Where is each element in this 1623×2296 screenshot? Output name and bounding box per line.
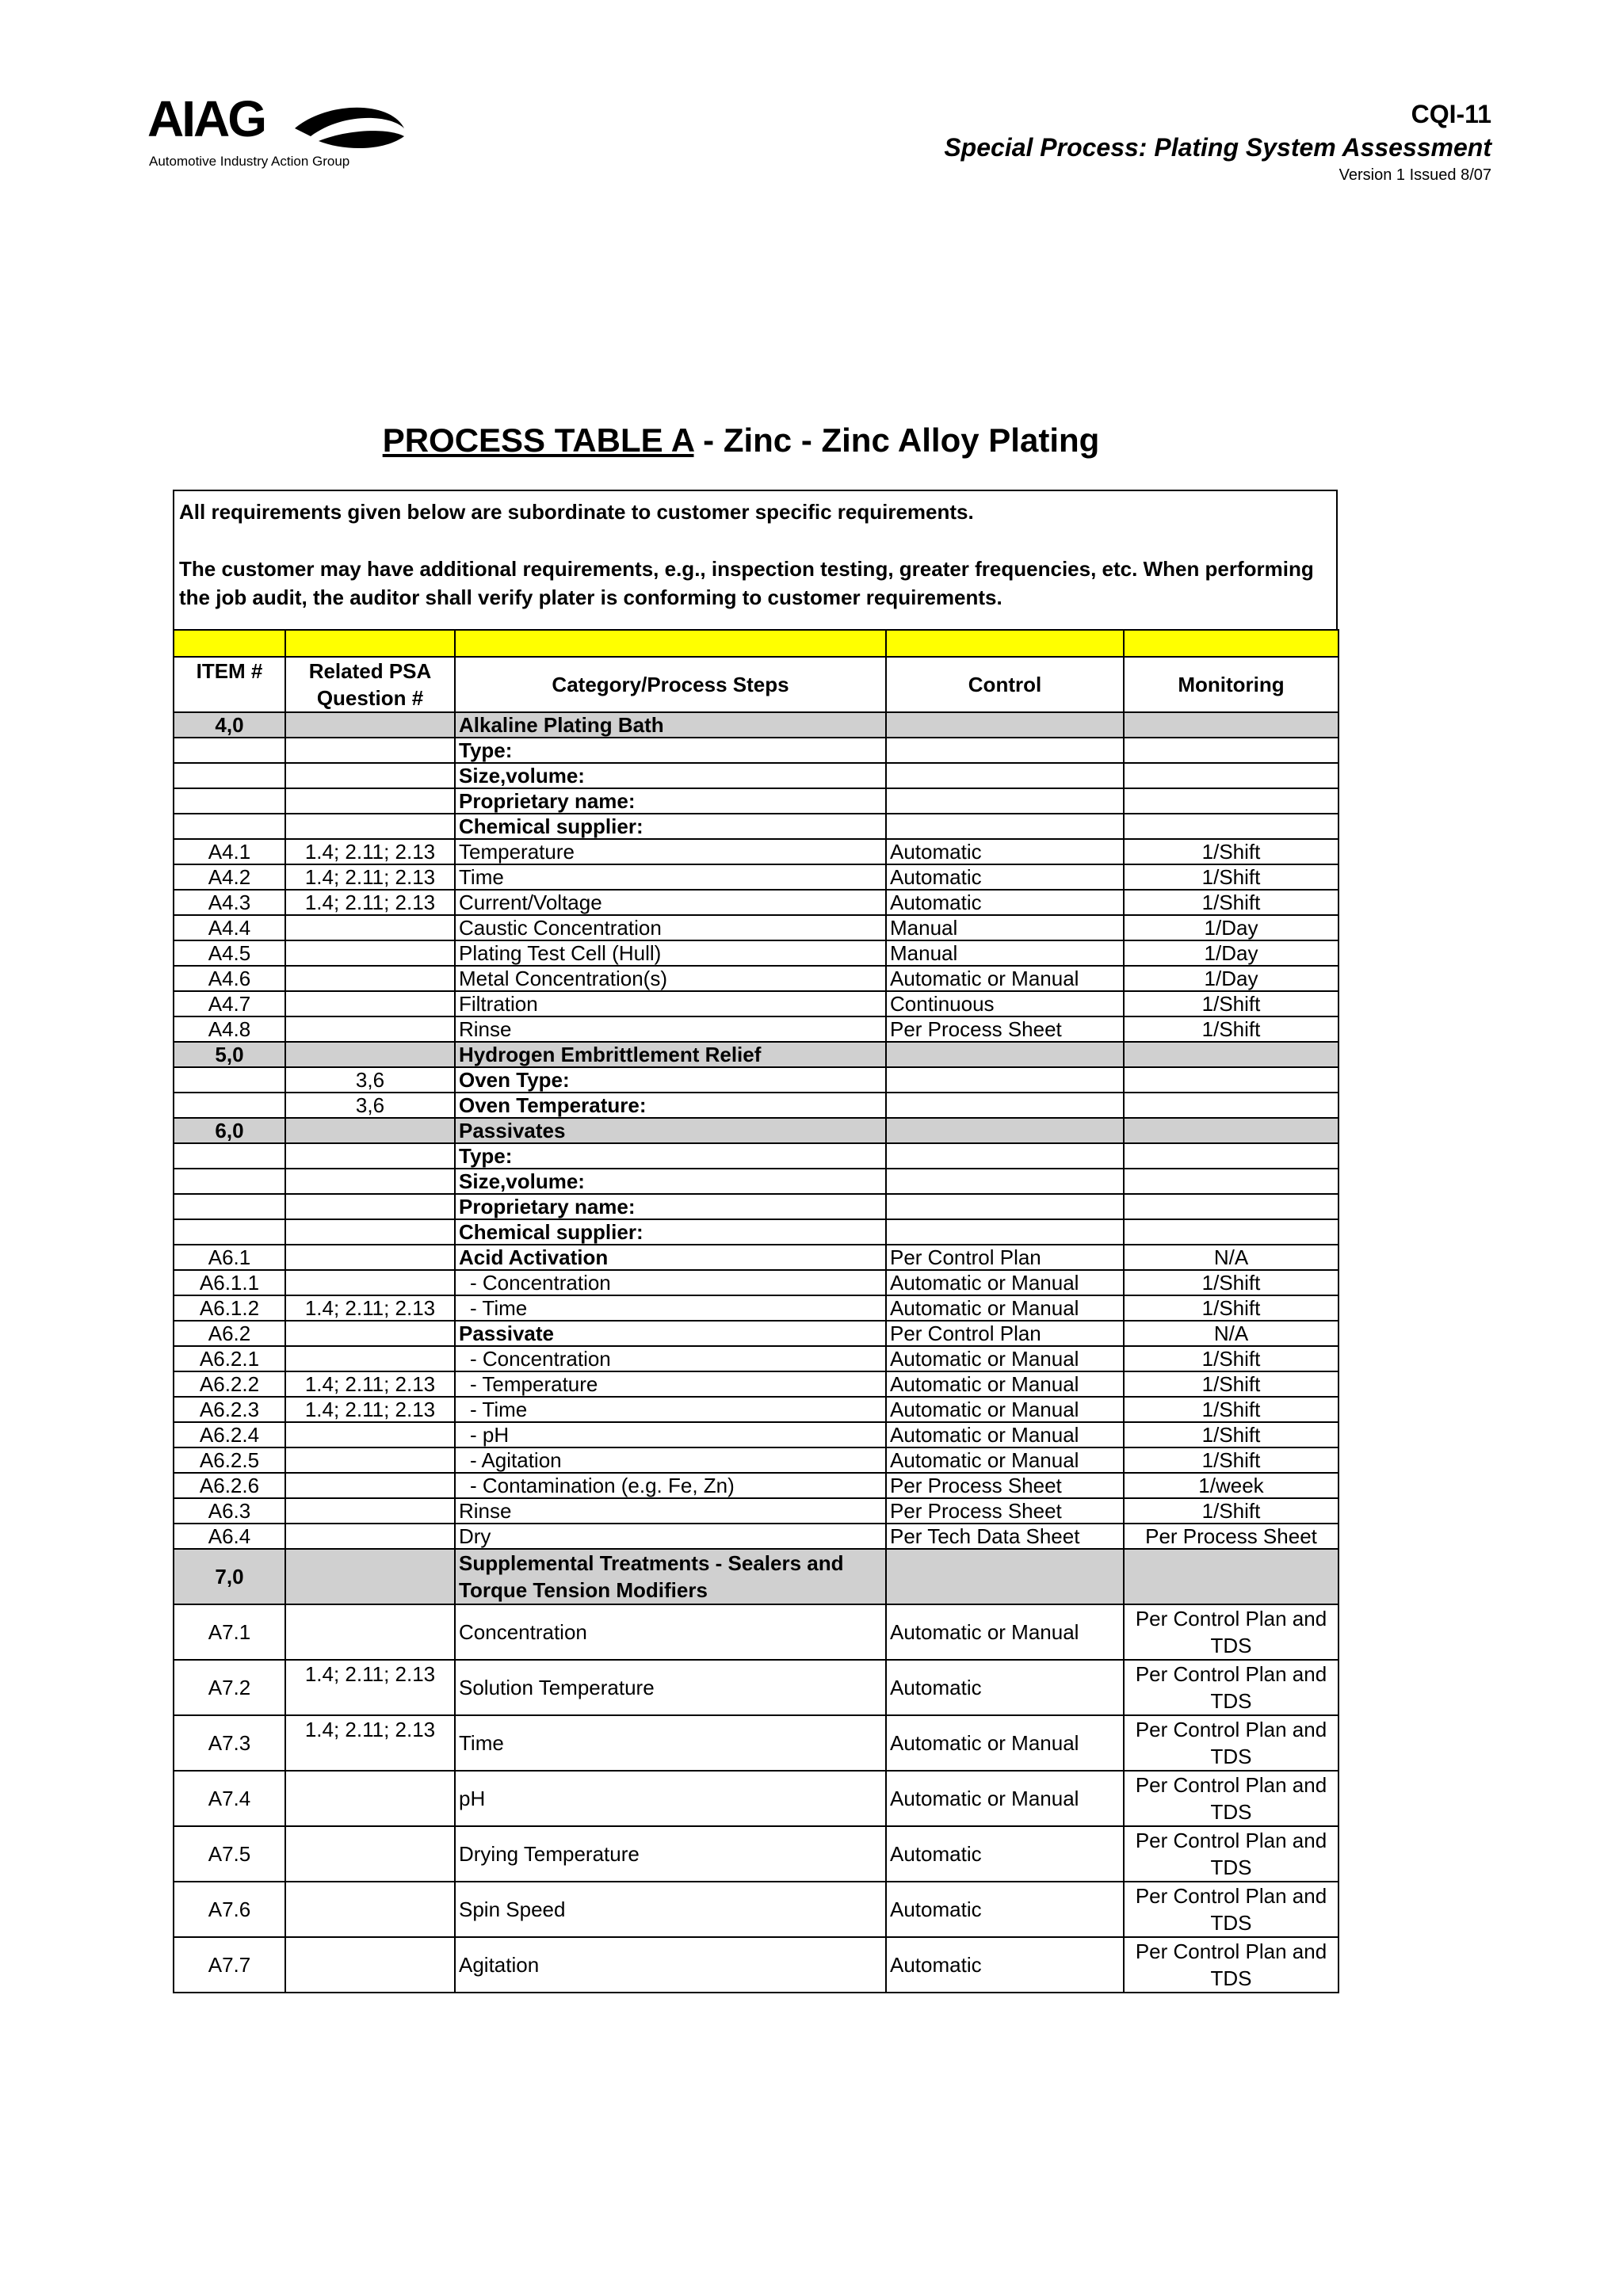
cell-control <box>886 788 1124 814</box>
table-row <box>174 1194 1338 1219</box>
cell-item: 4,0 <box>174 712 285 738</box>
table-row <box>174 763 1338 788</box>
cell-psa <box>285 1169 455 1194</box>
col-header-psa: Related PSA Question # <box>285 657 455 712</box>
cell-psa <box>285 1270 455 1295</box>
cell-control: Automatic or Manual <box>886 1346 1124 1371</box>
logo-swoosh-icon <box>295 105 406 152</box>
cell-psa <box>285 1422 455 1447</box>
cell-item: A4.1 <box>174 839 285 864</box>
cell-control: Automatic <box>886 1660 1124 1715</box>
cell-monitoring <box>1124 814 1338 839</box>
table-row <box>174 1245 1338 1270</box>
table-row <box>174 1067 1338 1093</box>
cell-psa: 3,6 <box>285 1067 455 1093</box>
cell-category: - Time <box>455 1397 886 1422</box>
cell-item: A4.4 <box>174 915 285 940</box>
cell-control <box>886 1143 1124 1169</box>
cell-control: Automatic <box>886 839 1124 864</box>
cell-item <box>174 1194 285 1219</box>
cell-psa <box>285 966 455 991</box>
yellow-cell <box>886 630 1124 657</box>
cell-category: Spin Speed <box>455 1882 886 1937</box>
cell-item: A6.2.1 <box>174 1346 285 1371</box>
cell-monitoring: 1/Shift <box>1124 1016 1338 1042</box>
cell-psa: 1.4; 2.11; 2.13 <box>285 1397 455 1422</box>
table-row <box>174 1118 1338 1143</box>
document-id: CQI-11 <box>1411 100 1491 128</box>
table-row <box>174 1169 1338 1194</box>
yellow-band-row <box>174 630 1338 657</box>
cell-monitoring: 1/week <box>1124 1473 1338 1498</box>
cell-category: Dry <box>455 1524 886 1549</box>
cell-item: A7.2 <box>174 1660 285 1715</box>
cell-psa <box>285 1245 455 1270</box>
cell-control: Per Control Plan <box>886 1245 1124 1270</box>
cell-control <box>886 1219 1124 1245</box>
page-title-rest: - Zinc - Zinc Alloy Plating <box>693 421 1100 459</box>
cell-category: - Concentration <box>455 1270 886 1295</box>
cell-monitoring: N/A <box>1124 1245 1338 1270</box>
cell-monitoring: 1/Shift <box>1124 1397 1338 1422</box>
requirements-notes <box>173 490 1338 629</box>
col-header-control: Control <box>886 657 1124 712</box>
table-row <box>174 788 1338 814</box>
cell-category: Agitation <box>455 1937 886 1993</box>
cell-control: Automatic <box>886 1882 1124 1937</box>
cell-category: Type: <box>455 1143 886 1169</box>
cell-control <box>886 1169 1124 1194</box>
cell-monitoring <box>1124 1143 1338 1169</box>
cell-monitoring: 1/Shift <box>1124 1270 1338 1295</box>
table-row <box>174 1321 1338 1346</box>
cell-category: Proprietary name: <box>455 788 886 814</box>
table-row <box>174 1447 1338 1473</box>
cell-monitoring: 1/Day <box>1124 940 1338 966</box>
cell-item <box>174 1067 285 1093</box>
cell-category: Rinse <box>455 1016 886 1042</box>
cell-psa <box>285 1604 455 1660</box>
cell-monitoring <box>1124 1067 1338 1093</box>
cell-control: Automatic or Manual <box>886 1397 1124 1422</box>
cell-control: Manual <box>886 940 1124 966</box>
yellow-cell <box>285 630 455 657</box>
table-row <box>174 1937 1338 1993</box>
cell-control: Automatic or Manual <box>886 1604 1124 1660</box>
cell-control: Automatic or Manual <box>886 1771 1124 1826</box>
cell-category: Oven Temperature: <box>455 1093 886 1118</box>
table-row <box>174 1826 1338 1882</box>
cell-category: Concentration <box>455 1604 886 1660</box>
cell-psa <box>285 1042 455 1067</box>
cell-control: Automatic <box>886 1937 1124 1993</box>
table-row <box>174 1042 1338 1067</box>
cell-item: A6.2.3 <box>174 1397 285 1422</box>
cell-item <box>174 1219 285 1245</box>
cell-item: A6.2 <box>174 1321 285 1346</box>
cell-control: Automatic <box>886 864 1124 890</box>
cell-monitoring <box>1124 1042 1338 1067</box>
cell-monitoring: 1/Shift <box>1124 991 1338 1016</box>
cell-item: A4.6 <box>174 966 285 991</box>
cell-category: - Temperature <box>455 1371 886 1397</box>
cell-monitoring: 1/Day <box>1124 966 1338 991</box>
cell-item: A7.7 <box>174 1937 285 1993</box>
cell-monitoring: Per Control Plan and TDS <box>1124 1604 1338 1660</box>
cell-psa <box>285 1321 455 1346</box>
cell-psa <box>285 1826 455 1882</box>
cell-monitoring: 1/Shift <box>1124 839 1338 864</box>
cell-monitoring: 1/Shift <box>1124 1447 1338 1473</box>
cell-item: A6.3 <box>174 1498 285 1524</box>
cell-category: Drying Temperature <box>455 1826 886 1882</box>
cell-category: Time <box>455 1715 886 1771</box>
table-row <box>174 1346 1338 1371</box>
cell-psa <box>285 1771 455 1826</box>
cell-category: Size,volume: <box>455 763 886 788</box>
page-title <box>0 421 1482 460</box>
cell-psa <box>285 788 455 814</box>
cell-control: Automatic or Manual <box>886 1371 1124 1397</box>
cell-control: Per Process Sheet <box>886 1473 1124 1498</box>
cell-category: Rinse <box>455 1498 886 1524</box>
cell-psa <box>285 1447 455 1473</box>
cell-category: Current/Voltage <box>455 890 886 915</box>
cell-control: Automatic <box>886 890 1124 915</box>
table-row <box>174 1660 1338 1715</box>
cell-item: A7.4 <box>174 1771 285 1826</box>
col-header-item: ITEM # <box>174 657 285 712</box>
cell-item: 6,0 <box>174 1118 285 1143</box>
cell-psa <box>285 1473 455 1498</box>
cell-psa <box>285 940 455 966</box>
cell-control <box>886 763 1124 788</box>
cell-item: A4.7 <box>174 991 285 1016</box>
cell-item: A7.6 <box>174 1882 285 1937</box>
cell-monitoring <box>1124 1549 1338 1604</box>
cell-monitoring: Per Control Plan and TDS <box>1124 1660 1338 1715</box>
table-row <box>174 966 1338 991</box>
cell-monitoring <box>1124 712 1338 738</box>
cell-psa: 1.4; 2.11; 2.13 <box>285 864 455 890</box>
cell-item: A7.1 <box>174 1604 285 1660</box>
cell-item: A7.5 <box>174 1826 285 1882</box>
cell-monitoring: Per Control Plan and TDS <box>1124 1937 1338 1993</box>
cell-category: - Agitation <box>455 1447 886 1473</box>
cell-item: A6.2.2 <box>174 1371 285 1397</box>
cell-monitoring: Per Control Plan and TDS <box>1124 1771 1338 1826</box>
cell-item <box>174 1169 285 1194</box>
cell-psa <box>285 763 455 788</box>
cell-psa <box>285 1194 455 1219</box>
cell-control <box>886 1093 1124 1118</box>
table-row <box>174 1771 1338 1826</box>
cell-category: Alkaline Plating Bath <box>455 712 886 738</box>
cell-control <box>886 1194 1124 1219</box>
document-version: Version 1 Issued 8/07 <box>1338 166 1491 184</box>
logo-tagline: Automotive Industry Action Group <box>149 154 350 169</box>
table-row <box>174 1016 1338 1042</box>
cell-psa <box>285 1549 455 1604</box>
cell-category: Passivates <box>455 1118 886 1143</box>
cell-item: 7,0 <box>174 1549 285 1604</box>
cell-item: A6.2.4 <box>174 1422 285 1447</box>
cell-category: pH <box>455 1771 886 1826</box>
table-row <box>174 1270 1338 1295</box>
cell-category: - Time <box>455 1295 886 1321</box>
header-row <box>174 657 1338 712</box>
cell-monitoring: 1/Shift <box>1124 1295 1338 1321</box>
cell-monitoring: N/A <box>1124 1321 1338 1346</box>
cell-monitoring: 1/Shift <box>1124 1422 1338 1447</box>
cell-psa: 1.4; 2.11; 2.13 <box>285 1295 455 1321</box>
cell-item: A6.1.2 <box>174 1295 285 1321</box>
cell-item <box>174 1143 285 1169</box>
cell-control <box>886 1042 1124 1067</box>
cell-category: Chemical supplier: <box>455 1219 886 1245</box>
cell-control: Automatic or Manual <box>886 1270 1124 1295</box>
notes-line-1: All requirements given below are subordinate to customer specific requirements. <box>179 500 974 524</box>
cell-psa <box>285 738 455 763</box>
cell-monitoring: 1/Shift <box>1124 1346 1338 1371</box>
cell-psa <box>285 1882 455 1937</box>
page-title-underlined: PROCESS TABLE A <box>382 421 694 459</box>
cell-item: A6.1 <box>174 1245 285 1270</box>
cell-psa <box>285 1143 455 1169</box>
table-row <box>174 839 1338 864</box>
cell-psa <box>285 991 455 1016</box>
logo-wordmark: AIAG <box>147 90 265 147</box>
cell-psa: 1.4; 2.11; 2.13 <box>285 1371 455 1397</box>
table-row <box>174 1371 1338 1397</box>
cell-category: Time <box>455 864 886 890</box>
cell-psa <box>285 1346 455 1371</box>
cell-category: - Concentration <box>455 1346 886 1371</box>
cell-control: Automatic or Manual <box>886 966 1124 991</box>
table-row <box>174 1093 1338 1118</box>
yellow-cell <box>455 630 886 657</box>
table-row <box>174 1295 1338 1321</box>
cell-category: Metal Concentration(s) <box>455 966 886 991</box>
yellow-cell <box>1124 630 1338 657</box>
cell-monitoring <box>1124 788 1338 814</box>
cell-monitoring: 1/Shift <box>1124 864 1338 890</box>
cell-category: Size,volume: <box>455 1169 886 1194</box>
cell-item <box>174 814 285 839</box>
cell-category: Passivate <box>455 1321 886 1346</box>
cell-control: Automatic or Manual <box>886 1295 1124 1321</box>
cell-control: Per Tech Data Sheet <box>886 1524 1124 1549</box>
cell-item: A6.2.6 <box>174 1473 285 1498</box>
cell-monitoring <box>1124 763 1338 788</box>
cell-psa <box>285 814 455 839</box>
cell-control: Automatic or Manual <box>886 1447 1124 1473</box>
cell-item: A6.4 <box>174 1524 285 1549</box>
cell-control <box>886 1118 1124 1143</box>
cell-category: Plating Test Cell (Hull) <box>455 940 886 966</box>
cell-monitoring: 1/Shift <box>1124 1498 1338 1524</box>
cell-monitoring <box>1124 1093 1338 1118</box>
cell-category: - pH <box>455 1422 886 1447</box>
cell-control: Automatic or Manual <box>886 1422 1124 1447</box>
table-row <box>174 1524 1338 1549</box>
cell-category: Supplemental Treatments - Sealers and Torque Tension Modifiers <box>455 1549 886 1604</box>
cell-item: A6.1.1 <box>174 1270 285 1295</box>
table-row <box>174 814 1338 839</box>
cell-control: Per Process Sheet <box>886 1498 1124 1524</box>
cell-psa <box>285 1016 455 1042</box>
table-row <box>174 738 1338 763</box>
table-row <box>174 864 1338 890</box>
cell-control <box>886 1549 1124 1604</box>
cell-psa: 1.4; 2.11; 2.13 <box>285 1715 455 1771</box>
aiag-logo <box>147 90 401 176</box>
cell-monitoring <box>1124 1219 1338 1245</box>
cell-item: A6.2.5 <box>174 1447 285 1473</box>
table-row <box>174 1397 1338 1422</box>
cell-monitoring: 1/Day <box>1124 915 1338 940</box>
cell-item: A4.3 <box>174 890 285 915</box>
cell-item: A4.2 <box>174 864 285 890</box>
cell-control: Per Control Plan <box>886 1321 1124 1346</box>
table-row <box>174 1882 1338 1937</box>
cell-psa <box>285 915 455 940</box>
cell-psa <box>285 1937 455 1993</box>
table-row <box>174 890 1338 915</box>
cell-monitoring: Per Control Plan and TDS <box>1124 1715 1338 1771</box>
cell-monitoring: Per Control Plan and TDS <box>1124 1826 1338 1882</box>
cell-psa <box>285 1498 455 1524</box>
table-row <box>174 1604 1338 1660</box>
document-subtitle: Special Process: Plating System Assessment <box>944 133 1491 162</box>
cell-psa <box>285 1524 455 1549</box>
cell-item <box>174 738 285 763</box>
table-row <box>174 1422 1338 1447</box>
table-row <box>174 1219 1338 1245</box>
yellow-cell <box>174 630 285 657</box>
cell-control <box>886 712 1124 738</box>
cell-category: Temperature <box>455 839 886 864</box>
cell-category: Chemical supplier: <box>455 814 886 839</box>
cell-monitoring <box>1124 738 1338 763</box>
cell-item <box>174 763 285 788</box>
table-row <box>174 940 1338 966</box>
col-header-category: Category/Process Steps <box>455 657 886 712</box>
process-table <box>173 629 1339 1993</box>
cell-category: Hydrogen Embrittlement Relief <box>455 1042 886 1067</box>
table-row <box>174 1498 1338 1524</box>
cell-control: Continuous <box>886 991 1124 1016</box>
cell-category: Acid Activation <box>455 1245 886 1270</box>
cell-category: Proprietary name: <box>455 1194 886 1219</box>
table-row <box>174 1473 1338 1498</box>
cell-item <box>174 788 285 814</box>
cell-item <box>174 1093 285 1118</box>
cell-monitoring <box>1124 1194 1338 1219</box>
cell-category: Solution Temperature <box>455 1660 886 1715</box>
cell-control: Manual <box>886 915 1124 940</box>
cell-monitoring: 1/Shift <box>1124 890 1338 915</box>
table-row <box>174 712 1338 738</box>
cell-monitoring: Per Process Sheet <box>1124 1524 1338 1549</box>
table-row <box>174 915 1338 940</box>
cell-category: Oven Type: <box>455 1067 886 1093</box>
cell-psa <box>285 1118 455 1143</box>
cell-control: Automatic <box>886 1826 1124 1882</box>
cell-control <box>886 814 1124 839</box>
cell-psa: 1.4; 2.11; 2.13 <box>285 890 455 915</box>
cell-item: A4.5 <box>174 940 285 966</box>
cell-category: Type: <box>455 738 886 763</box>
cell-psa: 1.4; 2.11; 2.13 <box>285 1660 455 1715</box>
cell-category: Filtration <box>455 991 886 1016</box>
cell-psa <box>285 1219 455 1245</box>
table-row <box>174 1715 1338 1771</box>
cell-control <box>886 738 1124 763</box>
cell-monitoring: 1/Shift <box>1124 1371 1338 1397</box>
cell-item: A7.3 <box>174 1715 285 1771</box>
cell-monitoring <box>1124 1118 1338 1143</box>
col-header-monitoring: Monitoring <box>1124 657 1338 712</box>
cell-category: - Contamination (e.g. Fe, Zn) <box>455 1473 886 1498</box>
cell-monitoring: Per Control Plan and TDS <box>1124 1882 1338 1937</box>
cell-category: Caustic Concentration <box>455 915 886 940</box>
table-row <box>174 1143 1338 1169</box>
cell-psa <box>285 712 455 738</box>
cell-monitoring <box>1124 1169 1338 1194</box>
notes-line-2: The customer may have additional requirements, e.g., inspection testing, greater frequencies, etc. When performing the job audit, the auditor shall verify plater is conforming to customer requirements. <box>179 557 1314 609</box>
cell-psa: 3,6 <box>285 1093 455 1118</box>
cell-item: A4.8 <box>174 1016 285 1042</box>
table-row <box>174 1549 1338 1604</box>
cell-control: Per Process Sheet <box>886 1016 1124 1042</box>
table-row <box>174 991 1338 1016</box>
cell-control: Automatic or Manual <box>886 1715 1124 1771</box>
cell-psa: 1.4; 2.11; 2.13 <box>285 839 455 864</box>
cell-item: 5,0 <box>174 1042 285 1067</box>
cell-control <box>886 1067 1124 1093</box>
